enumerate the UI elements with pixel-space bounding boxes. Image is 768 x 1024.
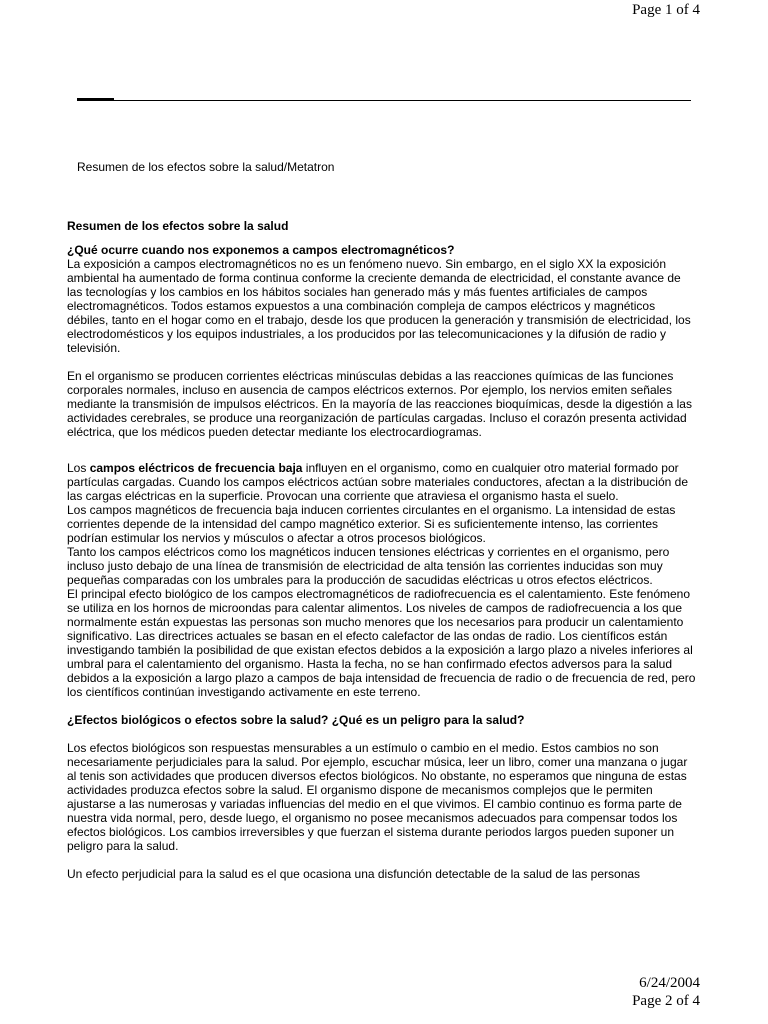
paragraph [67, 461, 699, 503]
page-number-footer: Page 2 of 4 [632, 993, 700, 1009]
document-title: Resumen de los efectos sobre la salud/Metatron [77, 160, 335, 174]
paragraph: Los campos magnéticos de frecuencia baja inducen corrientes circulantes en el organismo. La intensidad de estas corrientes depende de la intensidad del campo magnético exterior. Si es suficientemente intenso, las corrientes podrían estimular los nervios y músculos o afectar a otros procesos biológicos. [67, 503, 676, 545]
bold-term: campos eléctricos de frecuencia baja [89, 461, 303, 475]
paragraph: El principal efecto biológico de los campos electromagnéticos de radiofrecuencia es el calentamiento. Este fenómeno se utiliza en los hornos de microondas para calentar alimentos. Los niveles de campos de radiofrecuencia a los que normalmente están expuestas las personas son mucho menores que los necesarios para producir un calentamiento significativo. Las directrices actuales se basan en el efecto calefactor de las ondas de radio. Los científicos están investigando también la posibilidad de que existan efectos debidos a la exposición a largo plazo a niveles inferiores al umbral para el calentamiento del organismo. Hasta la fecha, no se han confirmado efectos adversos para la salud debidos a la exposición a largo plazo a campos de baja intensidad de frecuencia de radio o de frecuencia de red, pero los científicos continúan investigando activamente en este terreno. [67, 587, 696, 699]
question-heading-2: ¿Efectos biológicos o efectos sobre la salud? ¿Qué es un peligro para la salud? [67, 713, 525, 727]
paragraph: La exposición a campos electromagnéticos no es un fenómeno nuevo. Sin embargo, en el siglo XX la exposición ambiental ha aumentado de forma continua conforme la creciente demanda de electricidad, el constante avance de las tecnologías y los cambios en los hábitos sociales han generado más y más fuentes artificiales de campos electromagnéticos. Todos estamos expuestos a una combinación compleja de campos eléctricos y magnéticos débiles, tanto en el hogar como en el trabajo, desde los que producen la generación y transmisión de electricidad, los electrodomésticos y los equipos industriales, a los producidos por las telecomunicaciones y la difusión de radio y televisión. [67, 257, 691, 355]
horizontal-rule-accent [77, 98, 114, 101]
paragraph: En el organismo se producen corrientes eléctricas minúsculas debidas a las reacciones químicas de las funciones corporales normales, incluso en ausencia de campos eléctricos externos. Por ejemplo, los nervios emiten señales mediante la transmisión de impulsos eléctricos. En la mayoría de las reacciones bioquímicas, desde la digestión a las actividades cerebrales, se produce una reorganización de partículas cargadas. Incluso el corazón presenta actividad eléctrica, que los médicos pueden detectar mediante los electrocardiogramas. [67, 369, 692, 439]
footer-date: 6/24/2004 [639, 975, 700, 991]
paragraph-rest: influyen en el organismo, como en cualquier otro material formado por partículas cargadas. Cuando los campos eléctricos actúan sobre materiales conductores, afectan a la distribución de las cargas eléctricas en la superficie. Provocan una corriente que atraviesa el organismo hasta el suelo. [67, 461, 689, 503]
section-title: Resumen de los efectos sobre la salud [67, 219, 289, 233]
paragraph-lead: Los [67, 461, 90, 475]
paragraph: Un efecto perjudicial para la salud es el que ocasiona una disfunción detectable de la salud de las personas [67, 867, 641, 881]
document-body [67, 219, 699, 881]
horizontal-rule [77, 100, 691, 101]
paragraph: Los efectos biológicos son respuestas mensurables a un estímulo o cambio en el medio. Estos cambios no son necesariamente perjudiciales para la salud. Por ejemplo, escuchar música, leer un libro, comer una manzana o jugar al tenis son actividades que producen diversos efectos biológicos. No obstante, no esperamos que ninguna de estas actividades produzca efectos sobre la salud. El organismo dispone de mecanismos complejos que le permiten ajustarse a las numerosas y variadas influencias del medio en el que vivimos. El cambio continuo es forma parte de nuestra vida normal, pero, desde luego, el organismo no posee mecanismos adecuados para compensar todos los efectos biológicos. Los cambios irreversibles y que fuerzan el sistema durante periodos largos pueden suponer un peligro para la salud. [67, 741, 688, 853]
question-heading-1: ¿Qué ocurre cuando nos exponemos a campos electromagnéticos? [67, 243, 455, 257]
paragraph: Tanto los campos eléctricos como los magnéticos inducen tensiones eléctricas y corrientes en el organismo, pero incluso justo debajo de una línea de transmisión de electricidad de alta tensión las corrientes inducidas son muy pequeñas comparadas con los umbrales para la producción de sacudidas eléctricas u otros efectos eléctricos. [67, 545, 670, 587]
page-number-header: Page 1 of 4 [632, 2, 700, 18]
